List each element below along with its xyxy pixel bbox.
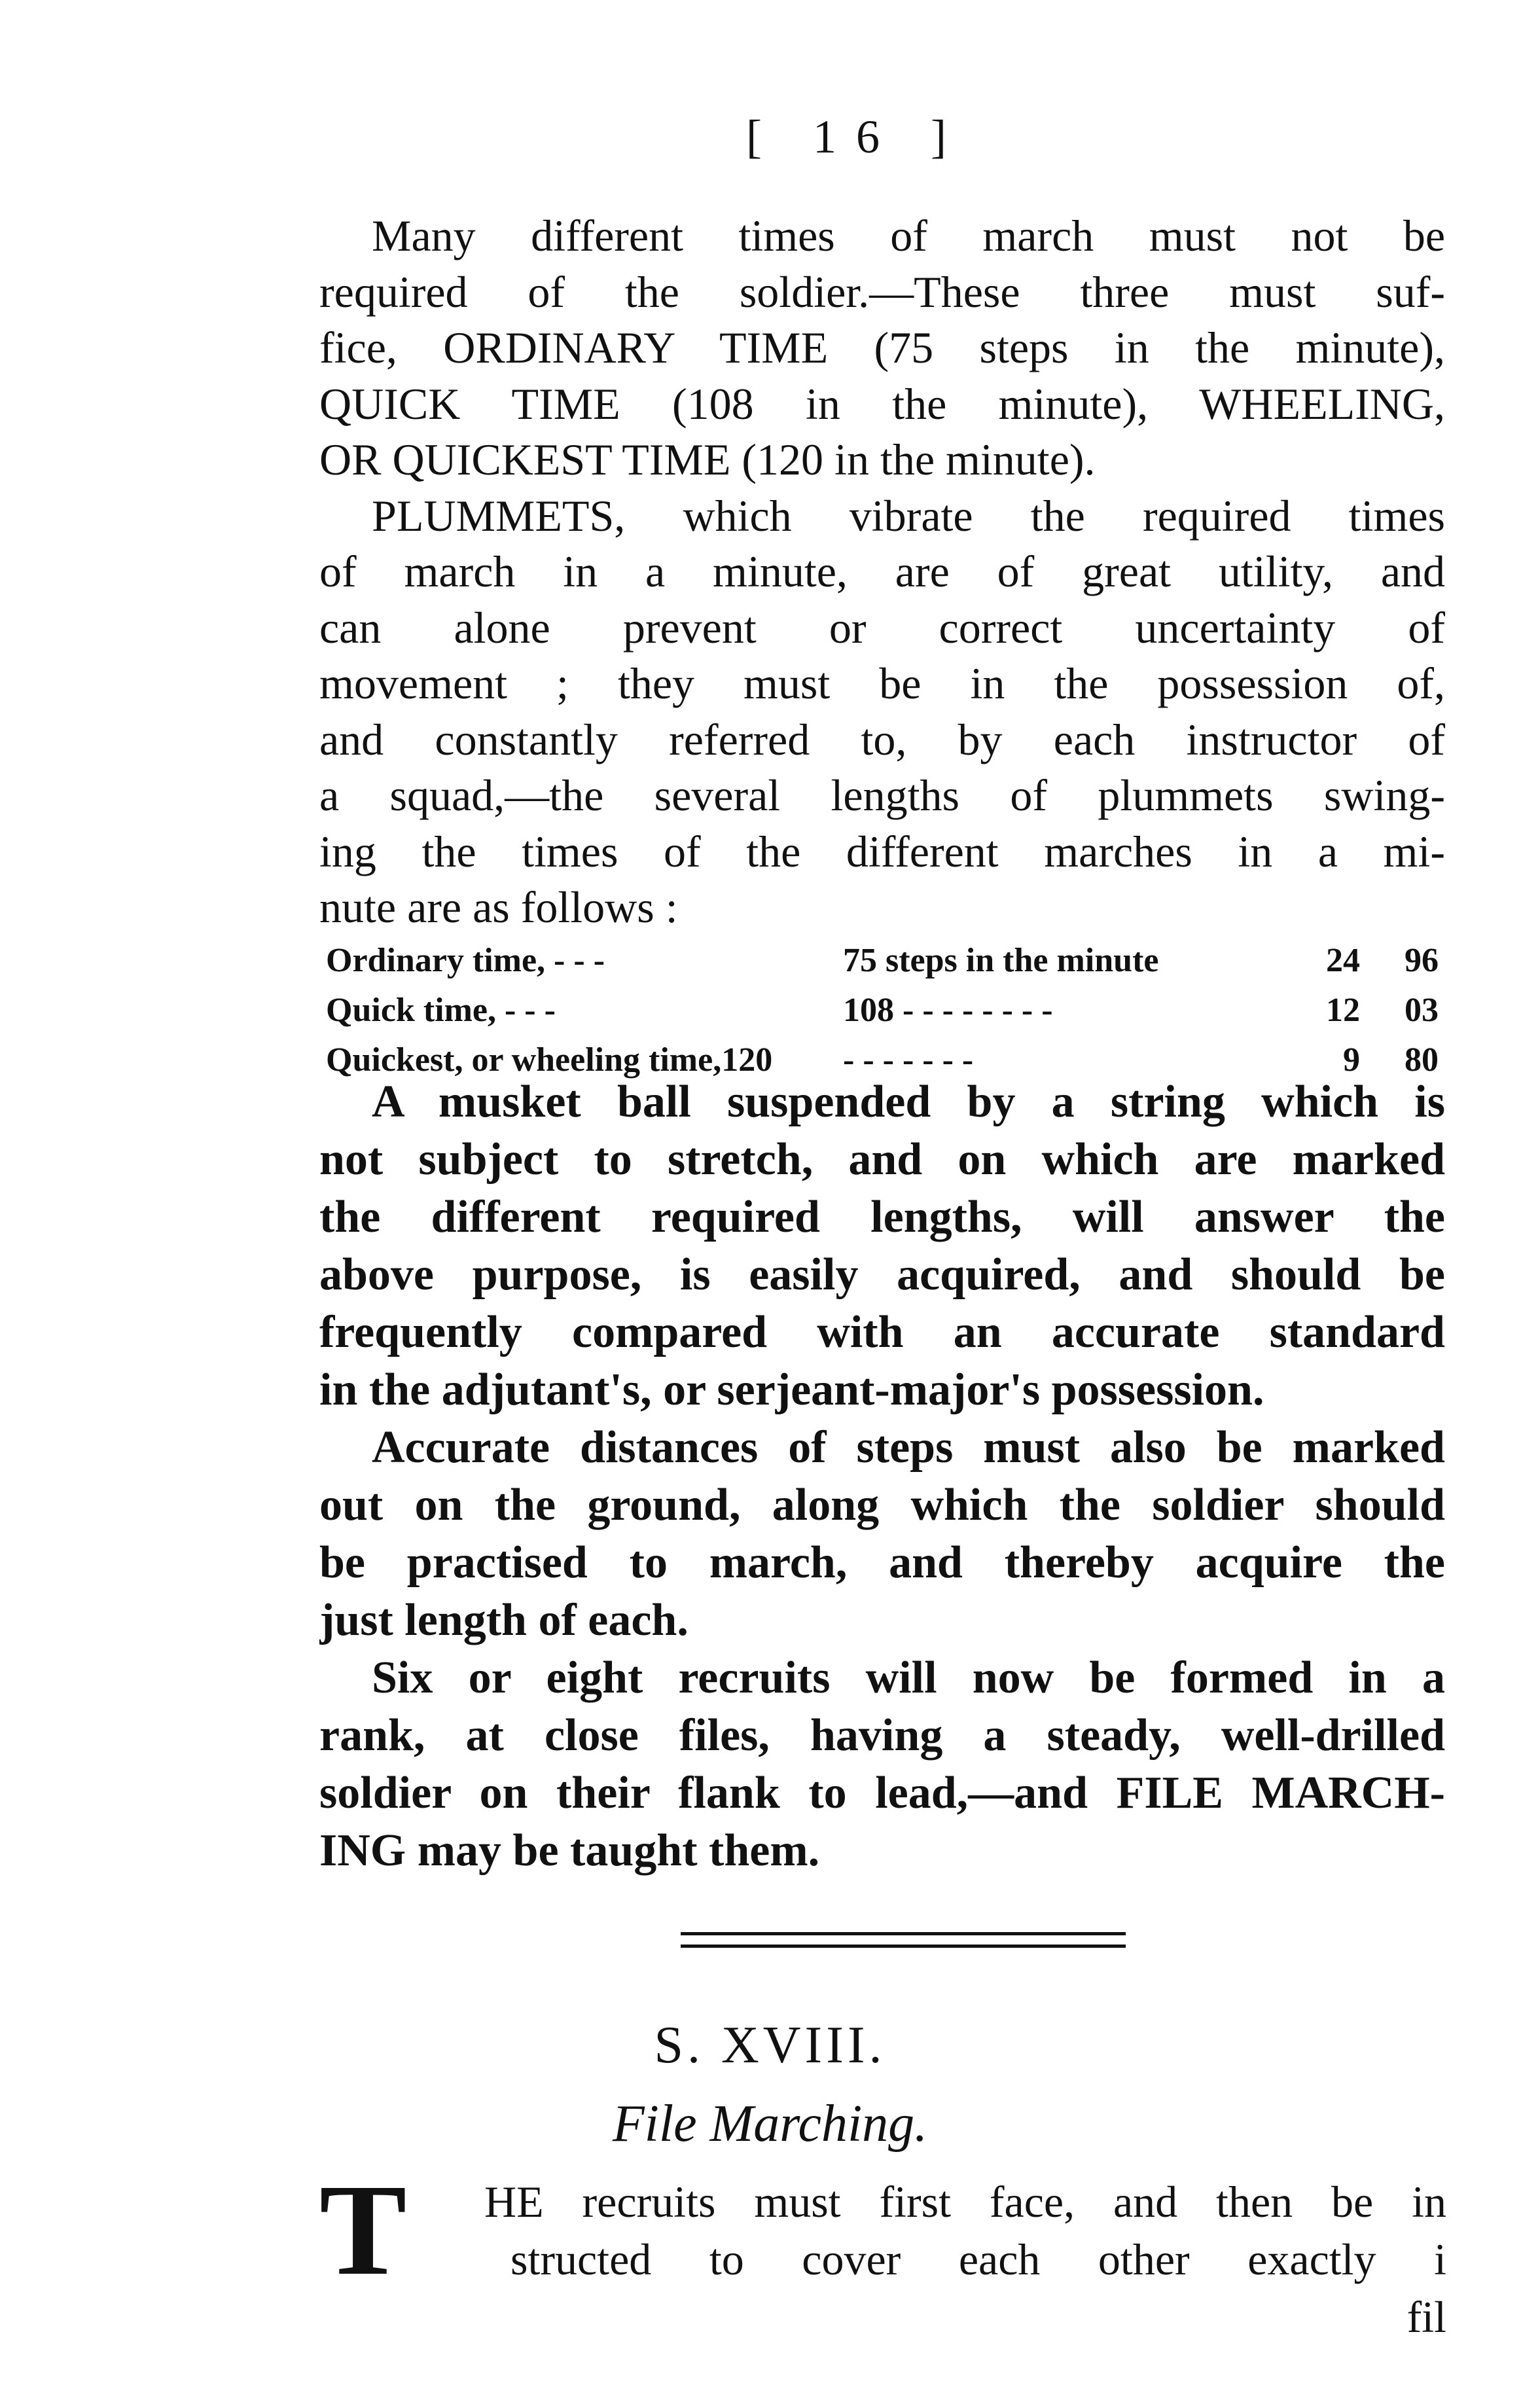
table-cell-a: 9 — [1343, 1041, 1360, 1079]
text-line: HE recruits must first face, and then be in — [484, 2177, 1446, 2227]
table-cell-a: 12 — [1326, 992, 1360, 1029]
plummet-lengths-table — [326, 936, 1439, 1085]
text-line: Accurate distances of steps must also be marked — [372, 1422, 1445, 1473]
text-line: of march in a minute, are of great utility, and — [319, 547, 1445, 596]
text-line: just length of each. — [319, 1595, 689, 1645]
text-line: nute are as follows : — [319, 882, 678, 932]
table-cell-rate: 108 - - - - - - - - — [843, 992, 1053, 1029]
text-line: rank, at close files, having a steady, well-drilled — [319, 1710, 1445, 1761]
table-row — [326, 936, 1439, 986]
text-line: ing the times of the different marches in a mi- — [319, 826, 1445, 876]
text-line: in the adjutant's, or serjeant-major's possession. — [319, 1365, 1264, 1415]
text-line: frequently compared with an accurate standard — [319, 1307, 1445, 1357]
table-cell-b: 03 — [1405, 992, 1439, 1029]
text-line: PLUMMETS, which vibrate the required times — [372, 490, 1445, 541]
text-line: fice, ORDINARY TIME (75 steps in the minute), — [319, 323, 1445, 372]
text-line: soldier on their flank to lead,—and FILE MARCH- — [319, 1768, 1445, 1818]
text-line: Many different times of march must not be — [372, 211, 1445, 260]
text-line: above purpose, is easily acquired, and should be — [319, 1249, 1445, 1300]
text-line: out on the ground, along which the soldier should — [319, 1480, 1445, 1530]
table-cell-b: 96 — [1405, 942, 1439, 979]
section-body — [353, 2173, 1446, 2346]
text-line: a squad,—the several lengths of plummets swing- — [319, 770, 1445, 820]
text-line: QUICK TIME (108 in the minute), WHEELING, — [319, 378, 1445, 429]
text-line: fil — [1406, 2292, 1446, 2342]
text-line: Six or eight recruits will now be formed in a — [372, 1653, 1445, 1703]
text-line: not subject to stretch, and on which are marked — [319, 1134, 1445, 1185]
text-line: be practised to march, and thereby acquire the — [319, 1537, 1445, 1588]
table-cell-label: Quickest, or wheeling time,120 — [326, 1041, 773, 1079]
table-cell-rate: 75 steps in the minute — [843, 942, 1159, 979]
table-cell-label: Quick time, - - - — [326, 992, 556, 1029]
text-line: required of the soldier.—These three must suf- — [319, 266, 1445, 317]
table-cell-label: Ordinary time, - - - — [326, 942, 605, 979]
body-text-top — [319, 208, 1445, 936]
page-number: [ 16 ] — [746, 111, 966, 163]
body-text-bold — [319, 1073, 1445, 1880]
table-cell-rate: - - - - - - - — [843, 1041, 974, 1079]
text-line: the different required lengths, will answer the — [319, 1192, 1445, 1242]
section-title: File Marching. — [612, 2095, 928, 2153]
text-line: A musket ball suspended by a string which is — [372, 1077, 1445, 1127]
text-line: movement ; they must be in the possession of, — [319, 658, 1445, 708]
table-row — [326, 986, 1439, 1035]
drop-cap: T — [319, 2158, 407, 2303]
table-cell-a: 24 — [1326, 942, 1360, 979]
text-line: OR QUICKEST TIME (120 in the minute). — [319, 435, 1096, 484]
section-heading: S. XVIII. — [654, 2017, 886, 2074]
text-line: can alone prevent or correct uncertainty of — [319, 602, 1445, 653]
text-line: ING may be taught them. — [319, 1825, 820, 1876]
table-cell-b: 80 — [1405, 1041, 1439, 1079]
text-line: and constantly referred to, by each instructor of — [319, 714, 1445, 764]
text-line: structed to cover each other exactly i — [510, 2234, 1446, 2284]
section-divider — [681, 1932, 1126, 1948]
